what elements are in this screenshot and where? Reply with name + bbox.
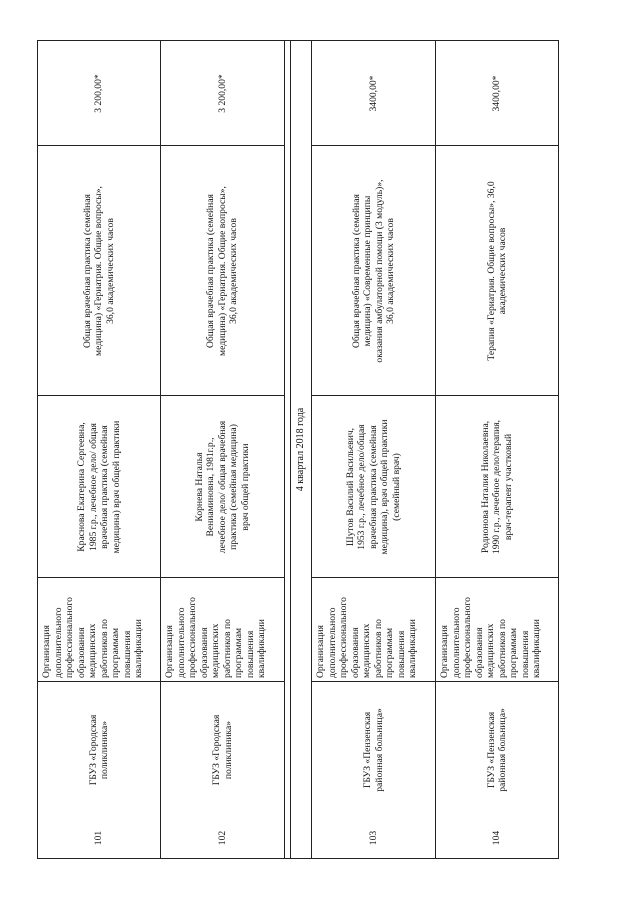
table-row	[436, 41, 558, 858]
institution-cell	[38, 682, 160, 818]
person-cell	[38, 396, 160, 578]
price-cell	[312, 41, 435, 146]
table-border	[284, 40, 285, 859]
row-number: 104	[491, 830, 503, 846]
quarter-label: 4 квартал 2018 года	[295, 407, 306, 492]
price-cell	[436, 41, 558, 146]
organization-text: Организация дополнительного профессионального образования медицинских работников по программам повышения квалификации	[439, 597, 542, 678]
organization-cell	[436, 578, 558, 682]
price-value: 3400,00*	[491, 75, 503, 112]
program-cell	[436, 146, 558, 396]
row-number-cell	[38, 818, 160, 858]
organization-cell	[38, 578, 160, 682]
person-info: Шутов Василий Васильевич, 1953 г.р., лечебное дело/общая врачебная практика (семейная медицина), врач общей практики (семейный врач)	[344, 419, 402, 555]
table-row	[38, 41, 160, 858]
institution-cell	[161, 682, 284, 818]
price-cell	[38, 41, 160, 146]
row-number-cell	[436, 818, 558, 858]
person-cell	[312, 396, 435, 578]
price-cell	[161, 41, 284, 146]
program-text: Общая врачебная практика (семейная медицина) «Гериатрия. Общие вопросы», 36,0 академических часов	[205, 186, 240, 356]
organization-text: Организация дополнительного профессионального образования медицинских работников по программам повышения квалификации	[315, 597, 418, 678]
price-value: 3 200,00*	[93, 74, 105, 113]
row-number-cell	[312, 818, 435, 858]
program-text: Общая врачебная практика (семейная медицина) «Современные принципы оказания амбулаторной помощи (3 модуль)», 36,0 академических часов	[350, 179, 396, 363]
program-cell	[312, 146, 435, 396]
organization-text: Организация дополнительного профессионального образования медицинских работников по программам повышения квалификации	[41, 597, 144, 678]
program-cell	[38, 146, 160, 396]
price-value: 3400,00*	[367, 75, 379, 112]
row-number: 102	[216, 830, 228, 846]
row-number: 101	[93, 830, 105, 846]
person-info: Родионова Наталия Николаевна, 1990 г.р., лечебное дело/терапия, врач-терапевт участковый	[479, 419, 514, 555]
table-border	[558, 40, 559, 859]
row-number-cell	[161, 818, 284, 858]
quarter-divider	[291, 41, 311, 858]
person-info: Краснова Екатерина Сергеевна, 1985 г.р., лечебное дело/ общая врачебная практика (семейная медицина) врач общей практики	[76, 420, 122, 554]
table-row	[161, 41, 284, 858]
program-text: Терапия «Гериатрия. Общие вопросы», 36,0 академических часов	[485, 181, 508, 361]
institution-name: ГБУЗ «Городская поликлиника»	[211, 714, 234, 786]
row-number: 103	[367, 830, 379, 846]
institution-name: ГБУЗ «Пензенская районная больница»	[485, 708, 508, 792]
institution-cell	[312, 682, 435, 818]
institution-name: ГБУЗ «Пензенская районная больница»	[362, 708, 385, 792]
institution-cell	[436, 682, 558, 818]
person-cell	[161, 396, 284, 578]
institution-name: ГБУЗ «Городская поликлиника»	[87, 714, 110, 786]
organization-text: Организация дополнительного профессионального образования медицинских работников по программам повышения квалификации	[164, 597, 267, 678]
organization-cell	[161, 578, 284, 682]
person-cell	[436, 396, 558, 578]
table-border	[37, 858, 559, 859]
table-row	[312, 41, 435, 858]
price-value: 3 200,00*	[216, 74, 228, 113]
person-info: Корнева Наталья Вениаминовна, 1981г.р., лечебное дело/ общая врачебная практика (семейная медицина) врач общей практики	[193, 420, 251, 554]
program-text: Общая врачебная практика (семейная медицина) «Гериатрия. Общие вопросы», 36,0 академических часов	[81, 186, 116, 356]
organization-cell	[312, 578, 435, 682]
program-cell	[161, 146, 284, 396]
